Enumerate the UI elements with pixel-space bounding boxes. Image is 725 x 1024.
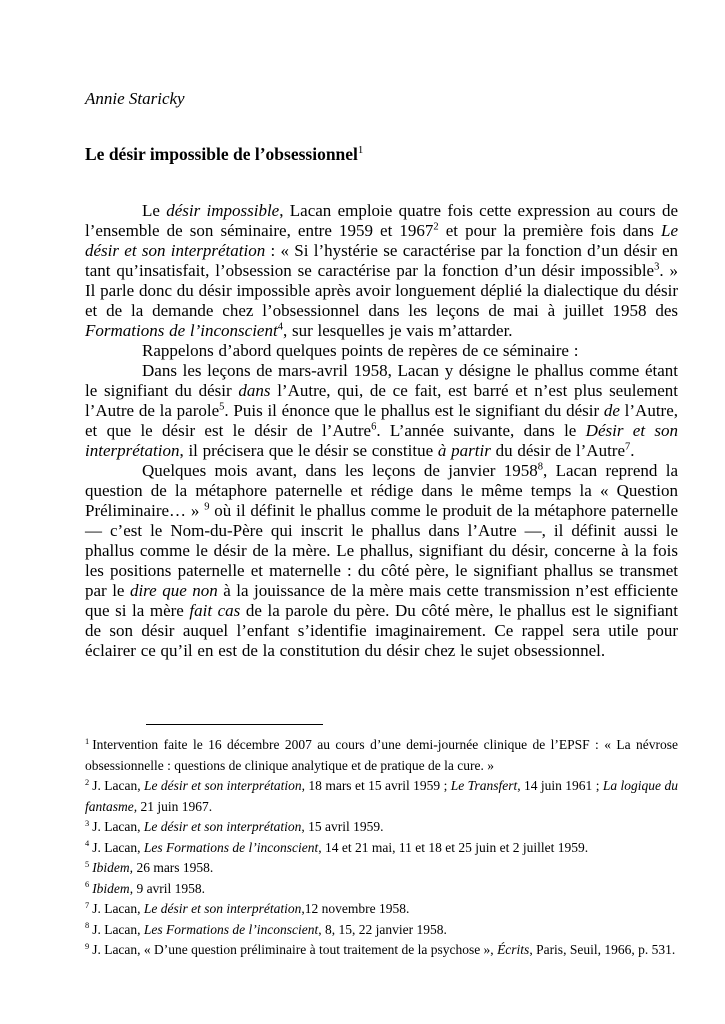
- text-run: , 14 juin 1961 ;: [517, 778, 603, 793]
- italic-text: Formations de l’inconscient: [85, 321, 278, 340]
- text-run: , Lacan emploie quatre fois cette expression au cours de l’ensemble de son séminaire, entre 1959 et 1967: [85, 201, 678, 240]
- bold-text: Le désir impossible de l’obsessionnel: [85, 144, 358, 164]
- text-run: . » Il parle donc du désir impossible après avoir longuement déplié la dialectique du désir et de la demande chez l’obsessionnel dans les leçons de mai à juillet 1958 des: [85, 261, 679, 320]
- footnote-number: 7: [85, 900, 90, 910]
- text-run: à la jouissance de la mère mais cette transmission n’est efficiente que si la mère: [85, 581, 678, 620]
- text-run: de la parole du père. Du côté mère, le phallus est le signifiant de son désir auquel l’enfant s’identifie imaginairement. Ce rappel sera utile pour éclairer ce qu’il en est de la constitution du désir chez le sujet obsessionnel.: [85, 601, 678, 660]
- footnote-number: 4: [85, 839, 90, 848]
- footnote-ref: 3: [654, 261, 660, 273]
- italic-text: dans: [238, 381, 271, 400]
- footnote-item: [85, 817, 678, 838]
- text-run: , il précisera que le désir se constitue: [179, 441, 438, 460]
- footnote-ref: 4: [277, 321, 283, 333]
- text-run: Intervention faite le 16 décembre 2007 au cours d’une demi-journée clinique de l’EPSF : « La névrose obsessionnelle : questions de clinique analytique et de pratique de la cure. »: [85, 737, 678, 773]
- italic-text: Désir et son interprétation: [85, 421, 678, 460]
- footnote-number: 9: [85, 941, 90, 951]
- footnote-ref: 2: [433, 221, 439, 233]
- text-run: J. Lacan,: [92, 901, 144, 916]
- text-run: , 8, 15, 22 janvier 1958.: [318, 921, 447, 937]
- footnote-item: [85, 858, 678, 879]
- footnote-item: [85, 899, 678, 920]
- footnotes-section: [85, 735, 678, 961]
- paragraph: [85, 201, 678, 341]
- text-run: , 18 mars et 15 avril 1959 ;: [301, 778, 451, 793]
- text-run: 21 juin 1967.: [137, 798, 213, 814]
- text-run: J. Lacan,: [92, 778, 144, 793]
- footnote-ref: 8: [537, 461, 544, 473]
- text-run: Quelques mois avant, dans les leçons de janvier 1958: [142, 461, 538, 480]
- italic-text: Les Formations de l’inconscient: [143, 921, 319, 937]
- italic-text: La logique du fantasme,: [85, 778, 678, 814]
- text-run: ,12 novembre 1958.: [301, 901, 410, 916]
- body-text: [85, 201, 678, 661]
- text-run: J. Lacan,: [92, 921, 144, 937]
- footnote-ref: 6: [371, 421, 377, 433]
- text-run: , Paris, Seuil, 1966, p. 531.: [529, 942, 676, 957]
- text-run: l’Autre, et que le désir est le désir de l’Autre: [85, 401, 679, 440]
- footnote-item: [85, 735, 678, 776]
- italic-text: à partir: [437, 441, 491, 460]
- italic-text: Ibidem: [92, 880, 130, 896]
- italic-text: Les Formations de l’inconscient: [143, 839, 319, 855]
- footnote-item: [85, 838, 678, 859]
- italic-text: Le désir et son interprétation: [85, 221, 678, 260]
- footnote-ref: 1: [357, 144, 364, 157]
- author-name: Annie Staricky: [85, 89, 185, 108]
- italic-text: fait cas: [189, 601, 241, 620]
- text-run: , 9 avril 1958.: [129, 880, 206, 896]
- text-run: J. Lacan,: [92, 819, 144, 834]
- footnote-item: [85, 776, 678, 817]
- italic-text: Écrits: [497, 942, 530, 957]
- text-run: Dans les leçons de mars-avril 1958, Lacan y désigne le phallus comme étant le signifiant du désir: [85, 361, 678, 400]
- text-run: , 15 avril 1959.: [301, 819, 384, 834]
- footnote-item: [85, 879, 678, 900]
- footnote-number: 5: [85, 859, 90, 869]
- italic-text: Le Transfert: [450, 778, 518, 793]
- italic-text: dire que non: [129, 581, 218, 600]
- text-run: . Puis il énonce que le phallus est le signifiant du désir: [224, 401, 604, 420]
- text-run: Le: [142, 201, 167, 220]
- italic-text: Le désir et son interprétation: [143, 778, 302, 793]
- footnote-number: 8: [85, 921, 90, 930]
- footnote-number: 1: [85, 736, 90, 746]
- text-run: l’Autre, qui, de ce fait, est barré et n’est plus seulement l’Autre de la parole: [85, 381, 678, 420]
- text-run: . L’année suivante, dans le: [376, 421, 586, 440]
- text-run: , 14 et 21 mai, 11 et 18 et 25 juin et 2 juillet 1959.: [318, 839, 589, 855]
- footnote-separator: [146, 724, 323, 725]
- text-run: : « Si l’hystérie se caractérise par la fonction d’un désir en tant qu’insatisfait, l’obsession se caractérise par la fonction d’un désir impossible: [85, 241, 679, 280]
- text-run: où il définit le phallus comme le produit de la métaphore paternelle — c’est le Nom-du-Père qui inscrit le phallus dans l’Autre —, il définit aussi le phallus comme le désir de la mère. Le phallus, signifiant du désir, concerne à la fois les positions paternelle et maternelle : du côté père, le signifiant phallus se transmet par le: [85, 501, 679, 600]
- italic-text: Le désir et son interprétation: [143, 901, 302, 916]
- text-run: .: [630, 441, 635, 460]
- paragraph: [85, 361, 678, 461]
- text-run: , sur lesquelles je vais m’attarder.: [282, 321, 513, 340]
- text-run: et pour la première fois dans: [438, 221, 661, 240]
- text-run: Rappelons d’abord quelques points de repères de ce séminaire :: [142, 341, 579, 360]
- paragraph: [85, 341, 678, 361]
- footnote-item: [85, 940, 678, 961]
- footnote-number: 2: [85, 777, 90, 787]
- italic-text: de: [603, 401, 620, 420]
- footnote-ref: 9: [204, 501, 210, 513]
- italic-text: désir impossible: [166, 201, 280, 220]
- text-run: 26 mars 1958.: [133, 860, 214, 875]
- italic-text: Le désir et son interprétation: [143, 819, 302, 834]
- footnote-item: [85, 920, 678, 941]
- footnote-ref: 5: [219, 401, 225, 413]
- footnote-number: 3: [85, 818, 90, 828]
- page-title: [85, 143, 678, 165]
- italic-text: Ibidem,: [92, 860, 134, 875]
- text-run: , Lacan reprend la question de la métaphore paternelle et rédige dans le même temps la « Question Préliminaire… »: [85, 461, 678, 520]
- text-run: J. Lacan, « D’une question préliminaire à tout traitement de la psychose »,: [92, 942, 498, 957]
- footnote-number: 6: [85, 880, 90, 889]
- text-run: J. Lacan,: [92, 839, 144, 855]
- text-run: du désir de l’Autre: [490, 441, 626, 460]
- footnote-ref: 7: [625, 441, 631, 453]
- paragraph: [85, 461, 678, 661]
